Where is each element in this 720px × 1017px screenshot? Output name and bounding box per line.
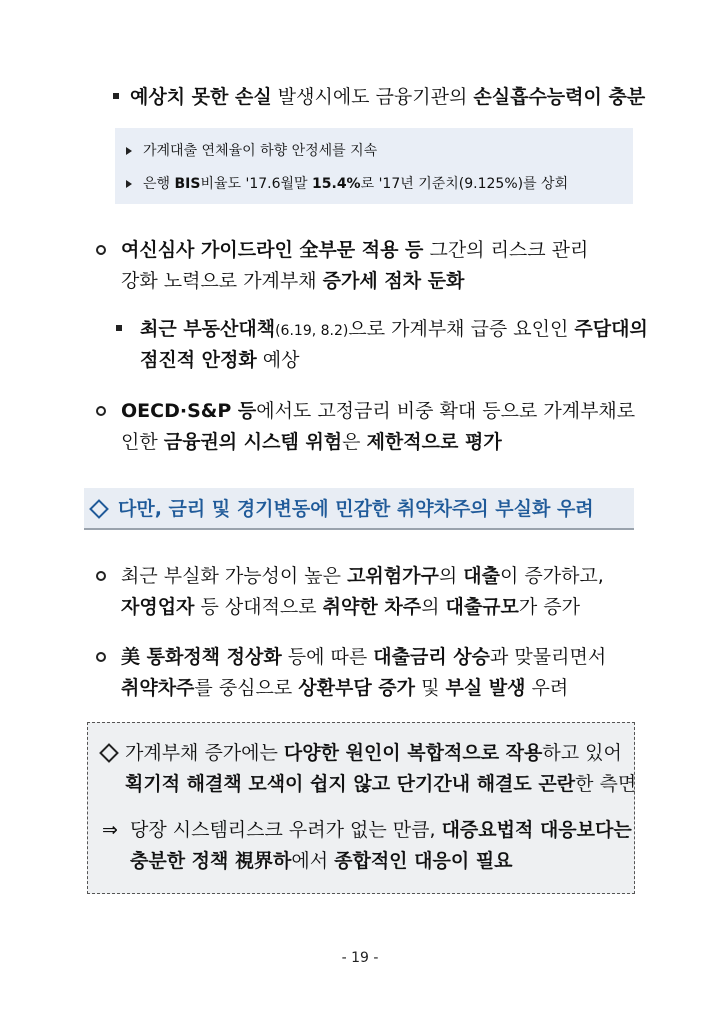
text: 에서도 고정금리 비중 확대 등으로 가계부채로	[256, 400, 636, 422]
text-bold: 상환부담 증가	[298, 677, 416, 699]
text-bold: 15.4%	[312, 176, 361, 192]
triangle-bullet-icon	[126, 180, 132, 188]
text: 인한	[121, 431, 164, 453]
para-guideline-line2	[121, 268, 464, 294]
summary-line4	[130, 848, 513, 874]
triangle-bullet-icon	[126, 147, 132, 155]
text: 및	[415, 677, 446, 699]
text-bold: 대출규모	[445, 596, 519, 618]
text: 발생시에도 금융기관의	[271, 86, 474, 108]
text: 의	[438, 565, 464, 587]
sub-real-estate-line1	[140, 316, 648, 344]
para-guideline-line1	[121, 237, 588, 263]
box-item-bis-ratio	[143, 174, 568, 194]
text-bold: 부실 발생	[445, 677, 526, 699]
text: 최근 부실화 가능성이 높은	[121, 565, 348, 587]
text-bold: 취약한 차주	[322, 596, 422, 618]
text-bold: 최근 부동산대책	[140, 318, 276, 340]
para-high-risk-line1	[121, 563, 604, 589]
text-bold: 충분한 정책 視界하	[130, 850, 292, 872]
text-bold: BIS	[174, 176, 201, 192]
summary-line1	[125, 740, 622, 766]
banner-title: 다만, 금리 및 경기변동에 민감한 취약차주의 부실화 우려	[118, 498, 594, 520]
text: (6.19, 8.2)	[275, 323, 349, 339]
box-item-delinquency	[143, 141, 377, 161]
text: 당장 시스템리스크 우려가 없는 만큼,	[130, 819, 442, 841]
text: 우려	[525, 677, 569, 699]
text-bold: 고위험가구	[347, 565, 439, 587]
text-bold: 점진적 안정화	[140, 349, 257, 371]
text-bold: 종합적인 대응이 필요	[334, 850, 513, 872]
text: 은행	[143, 176, 175, 192]
text: 그간의 리스크 관리	[423, 239, 589, 261]
text: 이 증가하고,	[499, 565, 604, 587]
text: 강화 노력으로 가계부채	[121, 270, 323, 292]
square-bullet-icon	[116, 325, 122, 331]
text-bold: 자영업자	[121, 596, 195, 618]
text-bold: 예상치 못한 손실	[130, 86, 272, 108]
sub-real-estate-line2	[140, 347, 300, 373]
para-oecd-line1	[121, 398, 635, 424]
text: 가 증가	[518, 596, 580, 618]
text-bold: 획기적 해결책 모색이 쉽지 않고 단기간내 해결도 곤란	[125, 773, 576, 795]
para-high-risk-line2	[121, 594, 580, 620]
circle-bullet-icon	[96, 406, 106, 416]
text: 등에 따른	[281, 646, 374, 668]
text: 비율도 '17.6월말	[200, 176, 313, 192]
bullet-loss-absorption	[130, 84, 645, 110]
text-bold: 대출	[463, 565, 500, 587]
text-bold: 대증요법적 대응보다는	[441, 819, 632, 841]
summary-line3	[130, 817, 632, 843]
summary-line2	[125, 771, 636, 797]
text: 한 측면	[575, 773, 637, 795]
circle-bullet-icon	[96, 571, 106, 581]
text: 예상	[256, 349, 300, 371]
text-bold: 제한적으로 평가	[366, 431, 502, 453]
square-bullet-icon	[113, 93, 119, 99]
text: 의	[421, 596, 446, 618]
text-bold: 금융권의 시스템 위험	[163, 431, 343, 453]
text: 등 상대적으로	[194, 596, 323, 618]
text: 하고 있어	[542, 742, 622, 764]
text-bold: 대출금리 상승	[373, 646, 491, 668]
text: 에서	[291, 850, 335, 872]
page-number: - 19 -	[341, 950, 379, 966]
para-oecd-line2	[121, 429, 502, 455]
text-bold: 손실흡수능력이 충분	[473, 86, 646, 108]
text: 으로 가계부채 급증 요인인	[348, 318, 575, 340]
para-us-policy-line1	[121, 644, 606, 670]
text-bold: OECD·S&P 등	[121, 400, 257, 422]
text-bold: 美 통화정책 정상화	[121, 646, 282, 668]
circle-bullet-icon	[96, 245, 106, 255]
text: 과 맞물리면서	[490, 646, 607, 668]
text: 은	[342, 431, 367, 453]
text-bold: 증가세 점차 둔화	[322, 270, 465, 292]
arrow-icon: ⇒	[102, 819, 118, 841]
text: 가계대출 연체율이 하향 안정세를 지속	[143, 143, 378, 159]
text-bold: 취약차주	[121, 677, 195, 699]
text: 가계부채 증가에는	[125, 742, 284, 764]
para-us-policy-line2	[121, 675, 568, 701]
text-bold: 여신심사 가이드라인 全부문 적용 등	[121, 239, 424, 261]
text-bold: 주담대의	[574, 318, 648, 340]
text-bold: 다양한 원인이 복합적으로 작용	[283, 742, 543, 764]
text: 를 중심으로	[194, 677, 299, 699]
circle-bullet-icon	[96, 652, 106, 662]
text: 로 '17년 기준치(9.125%)를 상회	[360, 176, 569, 192]
